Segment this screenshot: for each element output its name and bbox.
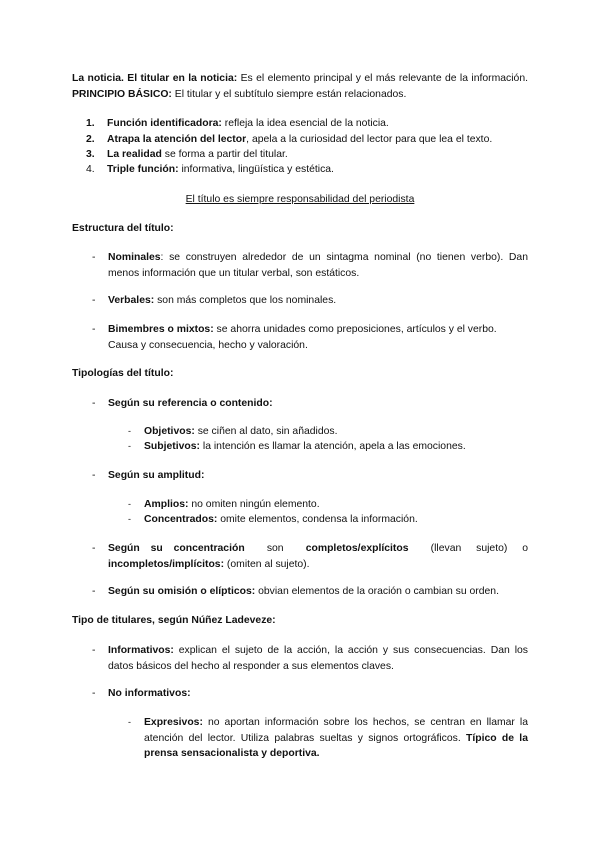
item-text: se ahorra unidades como preposiciones, artículos y el verbo. Causa y consecuencia, hecho y valoración.: [108, 324, 497, 351]
item-bold: Bimembres o mixtos:: [108, 324, 214, 335]
list-item: [108, 322, 528, 353]
item-text: se ciñen al dato, sin añadidos.: [194, 426, 338, 437]
item-text: no aportan información sobre los hechos, se centran en llamar la atención del lector. Utiliza palabras sueltas y signos ortográficos.: [144, 717, 528, 744]
item-bold: Triple función:: [107, 164, 179, 175]
item-text: (llevan sujeto) o: [430, 543, 528, 554]
item-text: son: [266, 543, 284, 554]
item-bold: Según su concentración: [108, 543, 245, 554]
item-number: 3.: [86, 149, 95, 160]
item-number: 1.: [86, 118, 95, 129]
bullet-dash: -: [128, 499, 131, 509]
item-text: son más completos que los nominales.: [154, 295, 337, 306]
list-item: [144, 439, 528, 455]
list-item: [144, 497, 528, 513]
item-bold: Función identificadora:: [107, 118, 222, 129]
subheading-text: Según su amplitud:: [108, 470, 205, 481]
item-bold: Subjetivos:: [144, 441, 201, 452]
list-item: [144, 424, 528, 440]
item-text: se forma a partir del titular.: [161, 149, 288, 160]
item-text: la intención es llamar la atención, apela a las emociones.: [200, 441, 466, 452]
bullet-dash: -: [128, 717, 131, 727]
item-bold: Concentrados:: [144, 514, 218, 525]
principle-label: PRINCIPIO BÁSICO:: [72, 88, 172, 100]
bullet-dash: -: [92, 470, 96, 481]
item-text: (omiten al sujeto).: [224, 558, 310, 570]
subheading-text: No informativos:: [108, 688, 191, 699]
list-item: [108, 584, 528, 600]
item-bold: Verbales:: [108, 295, 155, 306]
intro-paragraph: [72, 71, 528, 102]
item-text: informativa, lingüística y estética.: [178, 164, 334, 175]
bullet-dash: -: [128, 441, 131, 451]
item-text: , apela a la curiosidad del lector para que lea el texto.: [246, 134, 493, 145]
item-bold: Nominales: [108, 252, 161, 263]
list-item: [144, 512, 528, 528]
item-text: omite elementos, condensa la información.: [217, 514, 418, 525]
item-text: obvian elementos de la oración o cambian su orden.: [255, 586, 499, 597]
list-item: [108, 250, 528, 281]
list-item: [108, 643, 528, 674]
bullet-dash: -: [92, 645, 96, 656]
intro-label: La noticia. El titular en la noticia:: [72, 73, 238, 84]
subheading-text: Según su referencia o contenido:: [108, 398, 273, 409]
item-number: 4.: [86, 164, 95, 175]
section-heading: Tipologías del título:: [72, 368, 174, 379]
item-bold: completos/explícitos: [305, 543, 409, 554]
item-text: : se construyen alrededor de un sintagma nominal (no tienen verbo). Dan menos información que un titular verbal, son estáticos.: [108, 252, 528, 279]
bullet-dash: -: [92, 295, 96, 306]
intro-text: Es el elemento principal y el más relevante de la información.: [237, 73, 528, 84]
item-text: explican el sujeto de la acción, la acción y sus consecuencias. Dan los datos básicos del hecho al responder a sus elementos claves.: [108, 645, 528, 672]
subsection-heading: [108, 468, 528, 484]
item-text: no omiten ningún elemento.: [188, 499, 320, 510]
item-bold: Expresivos:: [144, 717, 203, 728]
bullet-dash: -: [92, 398, 96, 409]
bullet-dash: -: [92, 324, 96, 335]
bullet-dash: -: [128, 514, 131, 524]
section-heading: Estructura del título:: [72, 223, 174, 234]
subsection-heading: [108, 396, 528, 412]
list-item: [108, 541, 528, 572]
section-heading: Tipo de titulares, según Núñez Ladeveze:: [72, 615, 276, 626]
item-bold: Informativos:: [108, 645, 174, 656]
item-bold: Amplios:: [144, 499, 189, 510]
bullet-dash: -: [92, 586, 96, 597]
item-bold: incompletos/implícitos:: [108, 558, 225, 570]
item-bold: Objetivos:: [144, 426, 195, 437]
bullet-dash: -: [92, 252, 96, 263]
item-bold: Según su omisión o elípticos:: [108, 586, 256, 597]
list-item: [144, 715, 528, 762]
principle-text: El titular y el subtítulo siempre están relacionados.: [171, 88, 407, 100]
list-item: [108, 293, 528, 309]
subsection-heading: [108, 686, 528, 702]
centered-note: El título es siempre responsabilidad del periodista: [185, 194, 415, 205]
bullet-dash: -: [128, 426, 131, 436]
item-number: 2.: [86, 134, 95, 145]
item-bold: La realidad: [107, 149, 162, 160]
bullet-dash: -: [92, 543, 96, 554]
item-text: refleja la idea esencial de la noticia.: [221, 118, 389, 129]
bullet-dash: -: [92, 688, 96, 699]
item-bold: Típico de la prensa sensacionalista y deportiva.: [144, 732, 528, 760]
item-bold: Atrapa la atención del lector: [107, 134, 247, 145]
